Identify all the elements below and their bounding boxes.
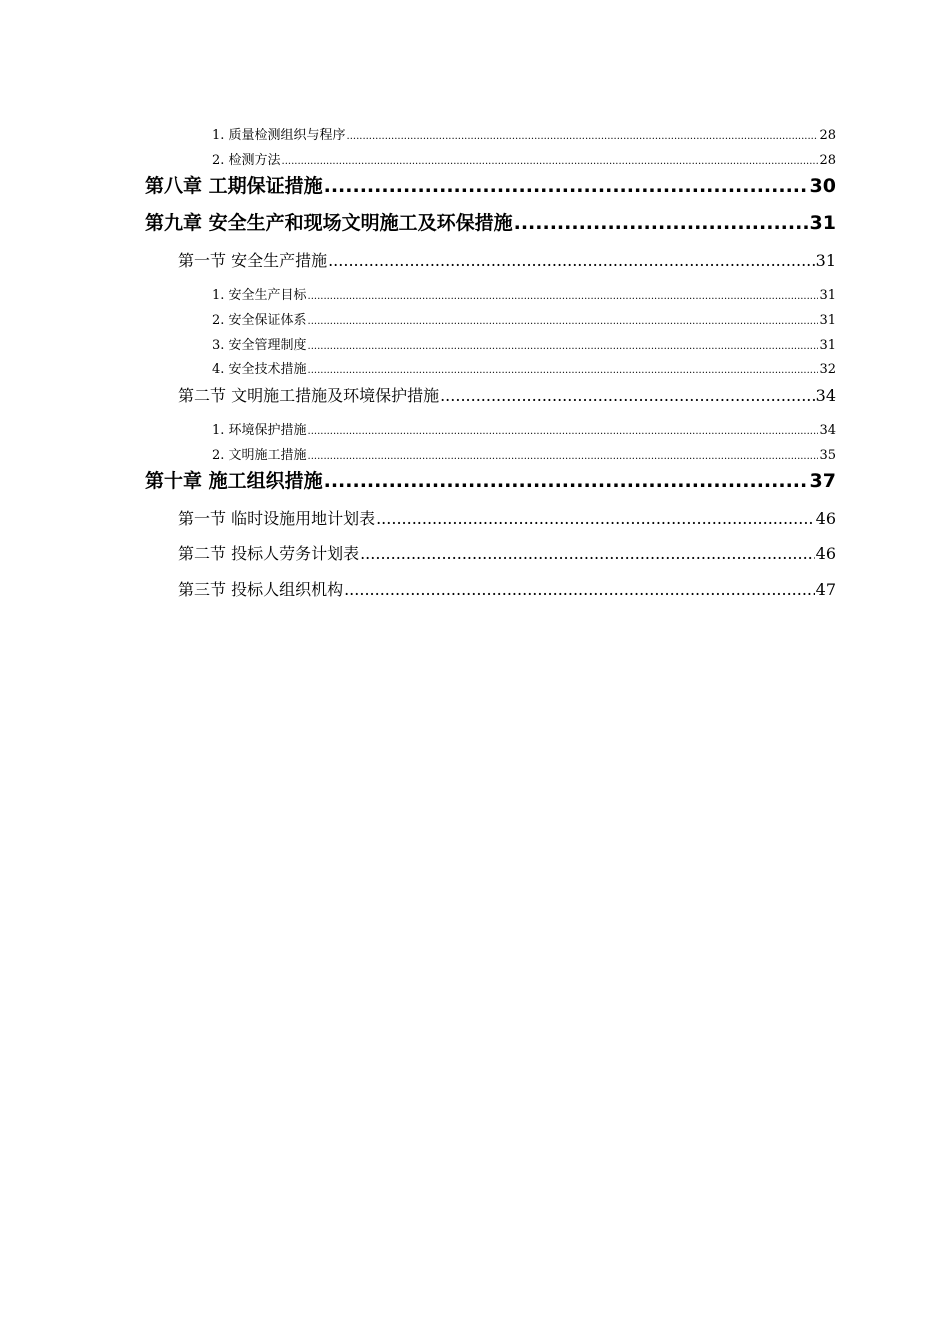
toc-entry-title: 第二节 文明施工措施及环境保护措施 [178,386,440,405]
toc-entry-civilized-construction[interactable] [212,447,836,465]
toc-entry-title: 2. 安全保证体系 [212,313,307,328]
toc-entry-page-number: 30 [809,175,836,197]
toc-entry-safety-management-rules[interactable] [212,337,836,355]
toc-entry-quality-inspection-organization[interactable] [212,127,836,145]
toc-entry-chapter-9[interactable] [145,210,836,236]
toc-dot-leader [308,423,819,440]
toc-entry-title: 4. 安全技术措施 [212,362,307,377]
toc-dot-leader [344,579,815,601]
toc-entry-safety-assurance-system[interactable] [212,312,836,330]
toc-entry-page-number: 31 [819,313,836,328]
toc-dot-leader [347,128,819,145]
toc-dot-leader [360,543,815,565]
toc-entry-title: 第三节 投标人组织机构 [178,580,344,599]
toc-entry-title: 第二节 投标人劳务计划表 [178,544,360,563]
toc-entry-safety-goals[interactable] [212,287,836,305]
toc-entry-page-number: 31 [819,288,836,303]
toc-dot-leader [308,448,819,465]
toc-entry-title: 第八章 工期保证措施 [145,175,323,197]
toc-dot-leader [514,210,809,236]
toc-entry-ch9-section-2[interactable] [178,385,836,407]
toc-dot-leader [282,153,819,170]
toc-entry-page-number: 31 [819,338,836,353]
toc-entry-title: 3. 安全管理制度 [212,338,307,353]
toc-entry-page-number: 37 [809,470,836,492]
toc-entry-page-number: 47 [815,580,836,599]
toc-entry-page-number: 35 [819,448,836,463]
toc-entry-page-number: 32 [819,362,836,377]
toc-entry-safety-technical-measures[interactable] [212,361,836,379]
toc-entry-inspection-methods[interactable] [212,152,836,170]
toc-dot-leader [324,173,809,199]
toc-entry-ch10-section-2[interactable] [178,543,836,565]
toc-entry-title: 第一节 临时设施用地计划表 [178,509,376,528]
toc-entry-title: 2. 检测方法 [212,153,281,168]
toc-entry-ch9-section-1[interactable] [178,250,836,272]
toc-entry-title: 第十章 施工组织措施 [145,470,323,492]
toc-entry-page-number: 28 [819,153,836,168]
toc-dot-leader [308,313,819,330]
toc-entry-title: 第一节 安全生产措施 [178,251,328,270]
toc-dot-leader [440,385,815,407]
toc-entry-page-number: 34 [815,386,836,405]
toc-entry-page-number: 34 [819,423,836,438]
toc-entry-page-number: 31 [815,251,836,270]
toc-entry-chapter-10[interactable] [145,468,836,494]
toc-dot-leader [308,288,819,305]
toc-entry-ch10-section-3[interactable] [178,579,836,601]
toc-entry-ch10-section-1[interactable] [178,508,836,530]
toc-dot-leader [328,250,815,272]
toc-entry-title: 2. 文明施工措施 [212,448,307,463]
toc-dot-leader [308,338,819,355]
toc-entry-title: 1. 安全生产目标 [212,288,307,303]
toc-dot-leader [376,508,815,530]
toc-entry-title: 1. 环境保护措施 [212,423,307,438]
toc-dot-leader [308,362,819,379]
toc-entry-page-number: 46 [815,509,836,528]
toc-entry-title: 第九章 安全生产和现场文明施工及环保措施 [145,212,513,234]
toc-dot-leader [324,468,809,494]
toc-entry-page-number: 46 [815,544,836,563]
toc-entry-page-number: 31 [809,212,836,234]
toc-entry-environmental-protection[interactable] [212,422,836,440]
toc-entry-title: 1. 质量检测组织与程序 [212,128,346,143]
toc-entry-chapter-8[interactable] [145,173,836,199]
toc-entry-page-number: 28 [819,128,836,143]
